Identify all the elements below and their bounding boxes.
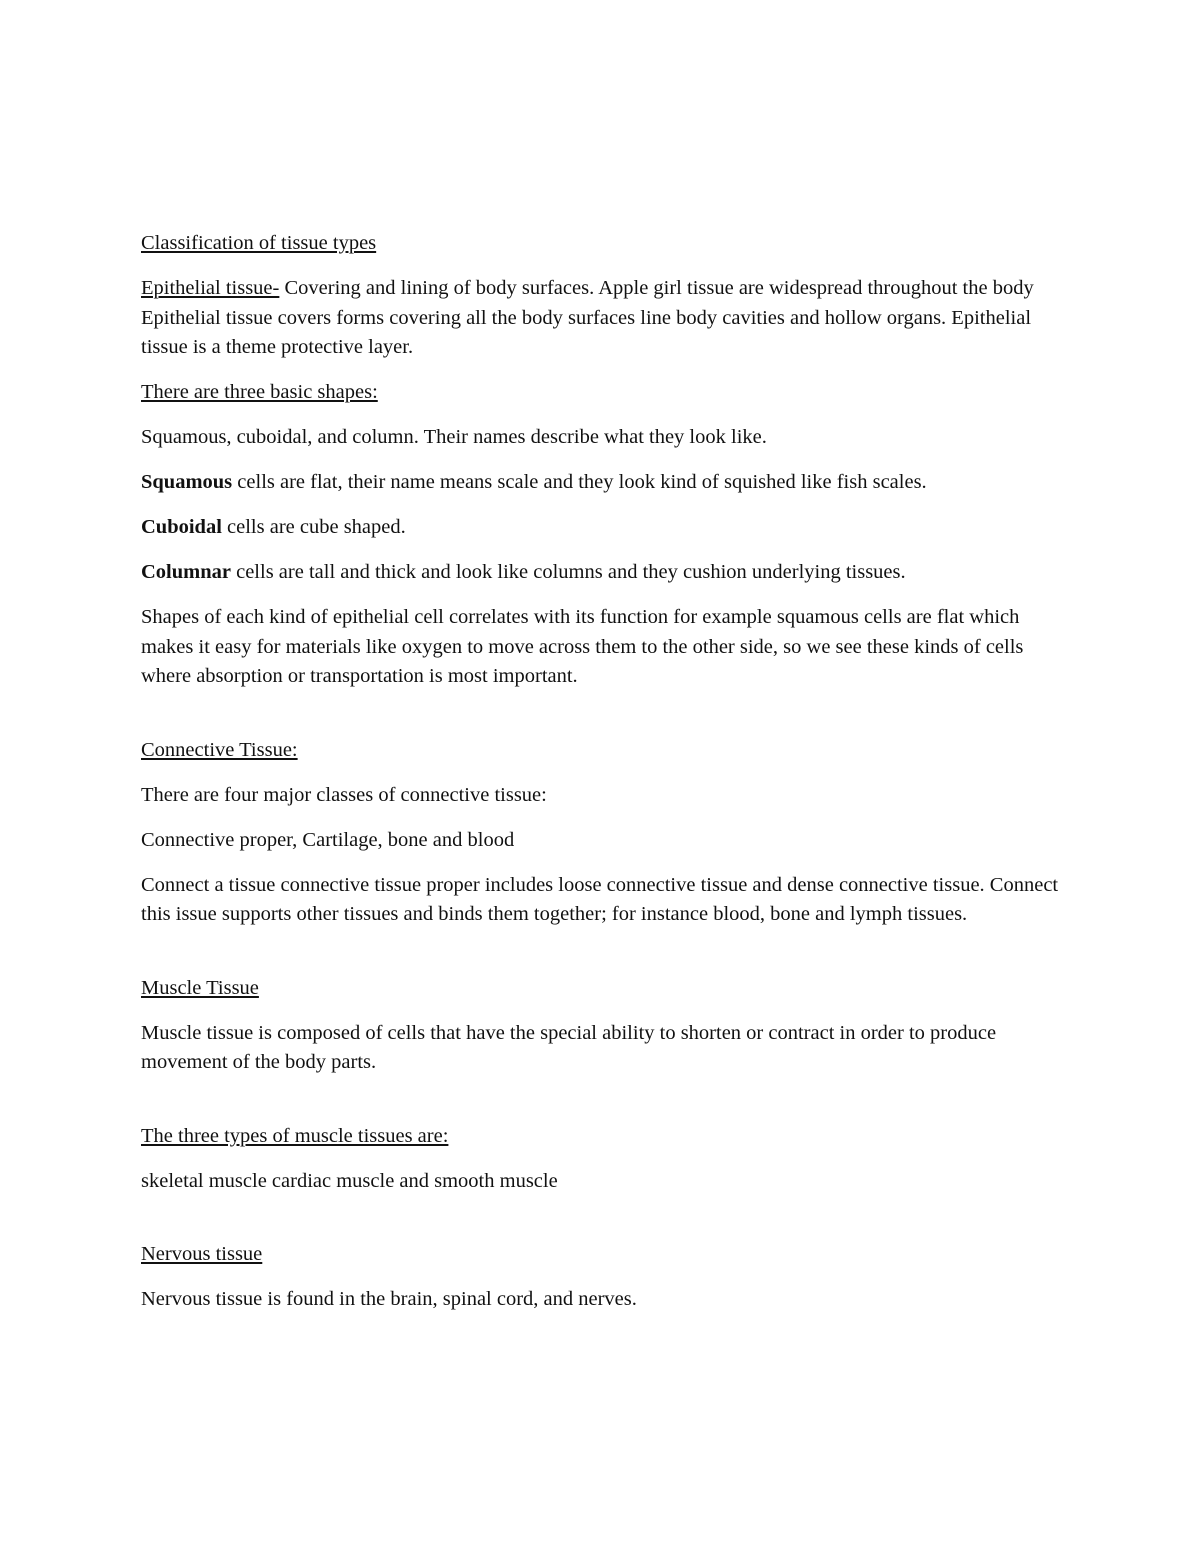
muscle-types-heading [141,1122,1071,1152]
nervous-heading [141,1240,1071,1270]
shapes-intro: Squamous, cuboidal, and column. Their names describe what they look like. [141,426,767,448]
columnar-term: Columnar [141,561,231,583]
muscle-heading [141,974,1071,1004]
shapes-heading-text: There are three basic shapes: [141,381,378,403]
muscle-heading-text: Muscle Tissue [141,976,259,999]
epithelial-paragraph [141,274,1071,363]
connective-paragraph: Connect a tissue connective tissue proper includes loose connective tissue and dense connective tissue. Connect this issue supports other tissues and binds them together; for instance blood, bone and lymph tissues. [141,873,1059,925]
muscle-types: skeletal muscle cardiac muscle and smooth muscle [141,1169,558,1192]
squamous-paragraph [141,468,1071,498]
muscle-paragraph: Muscle tissue is composed of cells that have the special ability to shorten or contract in order to produce movement of the body parts. [141,1021,997,1073]
squamous-term: Squamous [141,471,233,493]
muscle-types-heading-text: The three types of muscle tissues are: [141,1124,449,1147]
nervous-paragraph: Nervous tissue is found in the brain, spinal cord, and nerves. [141,1288,637,1310]
document-title-text: Classification of tissue types [141,232,377,254]
document-title [141,229,1071,259]
epithelial-heading: Epithelial tissue- [141,277,280,299]
cuboidal-text: cells are cube shaped. [221,516,406,538]
connective-heading-text: Connective Tissue: [141,738,298,761]
shapes-heading [141,378,1071,408]
connective-classes-intro: There are four major classes of connective tissue: [141,783,547,806]
cuboidal-term: Cuboidal [141,516,222,538]
columnar-paragraph [141,558,1071,588]
squamous-text: cells are flat, their name means scale and they look kind of squished like fish scales. [232,471,927,493]
cuboidal-paragraph [141,513,1071,543]
document-page [141,229,1071,1330]
shapes-function-paragraph: Shapes of each kind of epithelial cell correlates with its function for example squamous cells are flat which makes it easy for materials like oxygen to move across them to the other side, so we see these kinds of cells where absorption or transportation is most important. [141,606,1024,687]
connective-heading [141,736,1071,766]
connective-classes: Connective proper, Cartilage, bone and blood [141,828,515,851]
nervous-heading-text: Nervous tissue [141,1243,263,1265]
columnar-text: cells are tall and thick and look like columns and they cushion underlying tissues. [230,561,906,583]
epithelial-text: Covering and lining of body surfaces. Apple girl tissue are widespread throughout the body Epithelial tissue covers forms covering all the body surfaces line body cavities and hollow organs. Epithelial tissue is a theme protective layer. [141,277,1034,358]
